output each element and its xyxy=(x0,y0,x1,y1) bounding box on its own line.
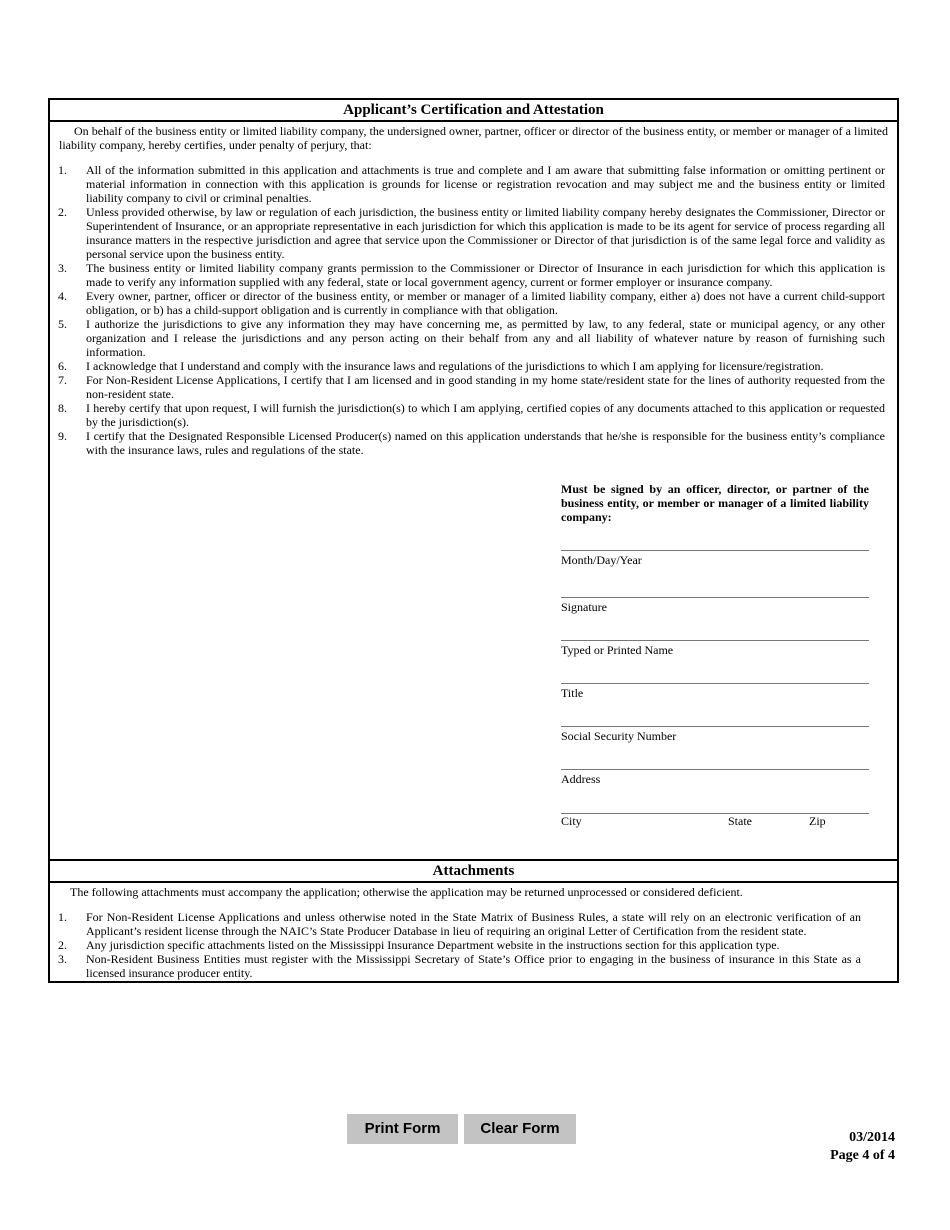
city-state-zip-labels xyxy=(561,814,869,830)
printed-name-field[interactable] xyxy=(561,640,869,657)
signature-note: Must be signed by an officer, director, or partner of the business entity, or member or manager of a limited liability company: xyxy=(561,482,869,524)
attachment-item: 3. Non-Resident Business Entities must register with the Mississippi Secretary of State’s Office prior to engaging in the business of insurance in this State as a licensed insurance producer entity. xyxy=(58,952,861,980)
attachment-item: 2. Any jurisdiction specific attachments listed on the Mississippi Insurance Department website in the instructions section for this application type. xyxy=(58,938,780,952)
certification-item: 1. All of the information submitted in this application and attachments is true and complete and I am aware that submitting false information or omitting pertinent or material information in connection with this application is grounds for license or registration revocation and may subject me and the business entity or limited liability company to civil or criminal penalties. xyxy=(58,163,885,205)
certification-title: Applicant’s Certification and Attestation xyxy=(343,102,604,118)
signature-line[interactable] xyxy=(561,597,869,598)
form-date: 03/2014 xyxy=(849,1130,895,1145)
city-state-zip-field[interactable] xyxy=(561,813,869,830)
printed-name-label: Typed or Printed Name xyxy=(561,643,674,657)
attachments-intro: The following attachments must accompany the application; otherwise the application may be returned unprocessed or considered deficient. xyxy=(70,885,743,899)
attachments-list xyxy=(50,910,897,980)
ssn-line[interactable] xyxy=(561,726,869,727)
print-form-button[interactable]: Print Form xyxy=(347,1114,458,1144)
page-number: Page 4 of 4 xyxy=(830,1148,895,1163)
ssn-field[interactable] xyxy=(561,726,869,743)
zip-label: Zip xyxy=(809,814,826,828)
certification-item: 2. Unless provided otherwise, by law or regulation of each jurisdiction, the business entity or limited liability company hereby designates the Commissioner, Director or Superintendent of Insurance, or an appropriate representative in each jurisdiction for which this application is made to be its agent for service of process regarding all insurance matters in the respective jurisdiction and agree that service upon the Commissioner or Director of that jurisdiction is of the same legal force and validity as personal service upon the business entity. xyxy=(58,205,885,261)
attachment-item: 1. For Non-Resident License Applications and unless otherwise noted in the State Matrix of Business Rules, a state will rely on an electronic verification of an Applicant’s resident license through the NAIC’s State Producer Database in lieu of requiring an original Letter of Certification from the resident state. xyxy=(58,910,861,938)
certification-item: 5. I authorize the jurisdictions to give any information they may have concerning me, as permitted by law, to any federal, state or municipal agency, or any other organization and I release the jurisdictions and any person acting on their behalf from any and all liability of whatever nature by reason of furnishing such information. xyxy=(58,317,885,359)
attachments-title: Attachments xyxy=(432,863,515,879)
certification-item: 7. For Non-Resident License Applications, I certify that I am licensed and in good standing in my home state/resident state for the lines of authority requested from the non-resident state. xyxy=(58,373,885,401)
date-field[interactable] xyxy=(561,550,869,567)
address-field[interactable] xyxy=(561,769,869,786)
title-line[interactable] xyxy=(561,683,869,684)
signature-label: Signature xyxy=(561,600,607,614)
certification-item: 3. The business entity or limited liability company grants permission to the Commissioner or Director of Insurance in each jurisdiction for which this application is made to verify any information supplied with any federal, state or local government agency, current or former employer or insurance company. xyxy=(58,261,885,289)
certification-item: 8. I hereby certify that upon request, I will furnish the jurisdiction(s) to which I am applying, certified copies of any documents attached to this application or requested by the jurisdiction(s). xyxy=(58,401,885,429)
title-label: Title xyxy=(561,686,584,700)
certification-item: 6. I acknowledge that I understand and comply with the insurance laws and regulations of the jurisdictions to which I am applying for licensure/registration. xyxy=(58,359,824,373)
attachments-section xyxy=(50,859,897,980)
certification-intro: On behalf of the business entity or limited liability company, the undersigned owner, partner, officer or director of the business entity, or member or manager of a limited liability company, hereby certifies, under penalty of perjury, that: xyxy=(59,124,888,152)
ssn-label: Social Security Number xyxy=(561,729,677,743)
page-footer xyxy=(830,1129,895,1165)
title-field[interactable] xyxy=(561,683,869,700)
clear-form-button[interactable]: Clear Form xyxy=(464,1114,576,1144)
printed-name-line[interactable] xyxy=(561,640,869,641)
city-label: City xyxy=(561,814,582,828)
address-label: Address xyxy=(561,772,601,786)
signature-field[interactable] xyxy=(561,597,869,614)
signature-block xyxy=(561,482,869,828)
certification-item: 9. I certify that the Designated Responsible Licensed Producer(s) named on this application understands that he/she is responsible for the business entity’s compliance with the insurance laws, rules and regulations of the state. xyxy=(58,429,885,457)
certification-list xyxy=(50,163,897,457)
application-form xyxy=(48,98,899,983)
date-line[interactable] xyxy=(561,550,869,551)
address-line[interactable] xyxy=(561,769,869,770)
state-label: State xyxy=(728,814,752,828)
certification-item: 4. Every owner, partner, officer or director of the business entity, or member or manager of a limited liability company, either a) does not have a current child-support obligation, or b) has a child-support obligation and is currently in compliance with that obligation. xyxy=(58,289,885,317)
date-label: Month/Day/Year xyxy=(561,553,642,567)
